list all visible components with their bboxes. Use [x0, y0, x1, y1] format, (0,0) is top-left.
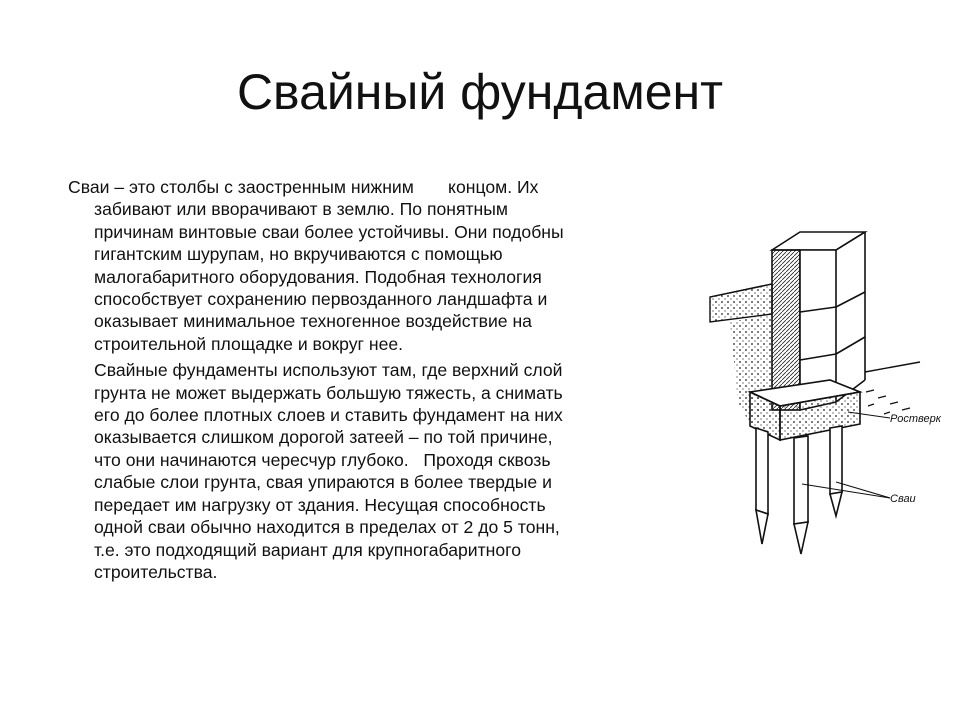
text-line: забивают или вворачивают в землю. По понятным	[94, 199, 509, 220]
label-svai: Сваи	[890, 493, 916, 505]
text-line: Свайные фундаменты используют там, где верхний слой	[94, 360, 563, 381]
text-line: гигантским шурупам, но вкручиваются с помощью	[94, 244, 503, 265]
text-line: способствует сохранению первозданного ландшафта и	[94, 289, 548, 310]
text-line: причинам винтовые сваи более устойчивы. Они подобны	[94, 221, 564, 242]
text-line: Сваи – это столбы с заостренным нижним концом. Их	[68, 177, 539, 197]
text-line: оказывается слишком дорогой затеей – по той причине,	[94, 427, 553, 448]
pile-foundation-diagram	[690, 192, 941, 592]
body-text	[68, 176, 668, 587]
paragraph-2	[68, 359, 668, 583]
text-line: строительной площадке и вокруг нее.	[94, 333, 404, 354]
text-line: строительства.	[94, 561, 218, 582]
text-line: малогабаритного оборудования. Подобная технология	[94, 266, 542, 287]
label-rostverk: Ростверк	[890, 413, 941, 425]
text-line: его до более плотных слоев и ставить фундамент на них	[94, 405, 563, 426]
text-line: оказывает минимальное техногенное воздействие на	[94, 311, 532, 332]
piles	[756, 426, 842, 554]
slide-title: Свайный фундамент	[236, 64, 724, 120]
text-line: одной сваи обычно находится в пределах от 2 до 5 тонн,	[94, 517, 560, 538]
text-line: слабые слои грунта, свая упираются в более твердые и	[94, 472, 552, 493]
text-line: что они начинаются чересчур глубоко. Проходя сквозь	[94, 449, 551, 470]
text-line: грунта не может выдержать большую тяжесть, а снимать	[94, 382, 563, 403]
paragraph-1	[68, 176, 668, 355]
text-line: т.е. это подходящий вариант для крупногабаритного	[94, 539, 521, 560]
text-line: передает им нагрузку от здания. Несущая способность	[94, 494, 546, 515]
